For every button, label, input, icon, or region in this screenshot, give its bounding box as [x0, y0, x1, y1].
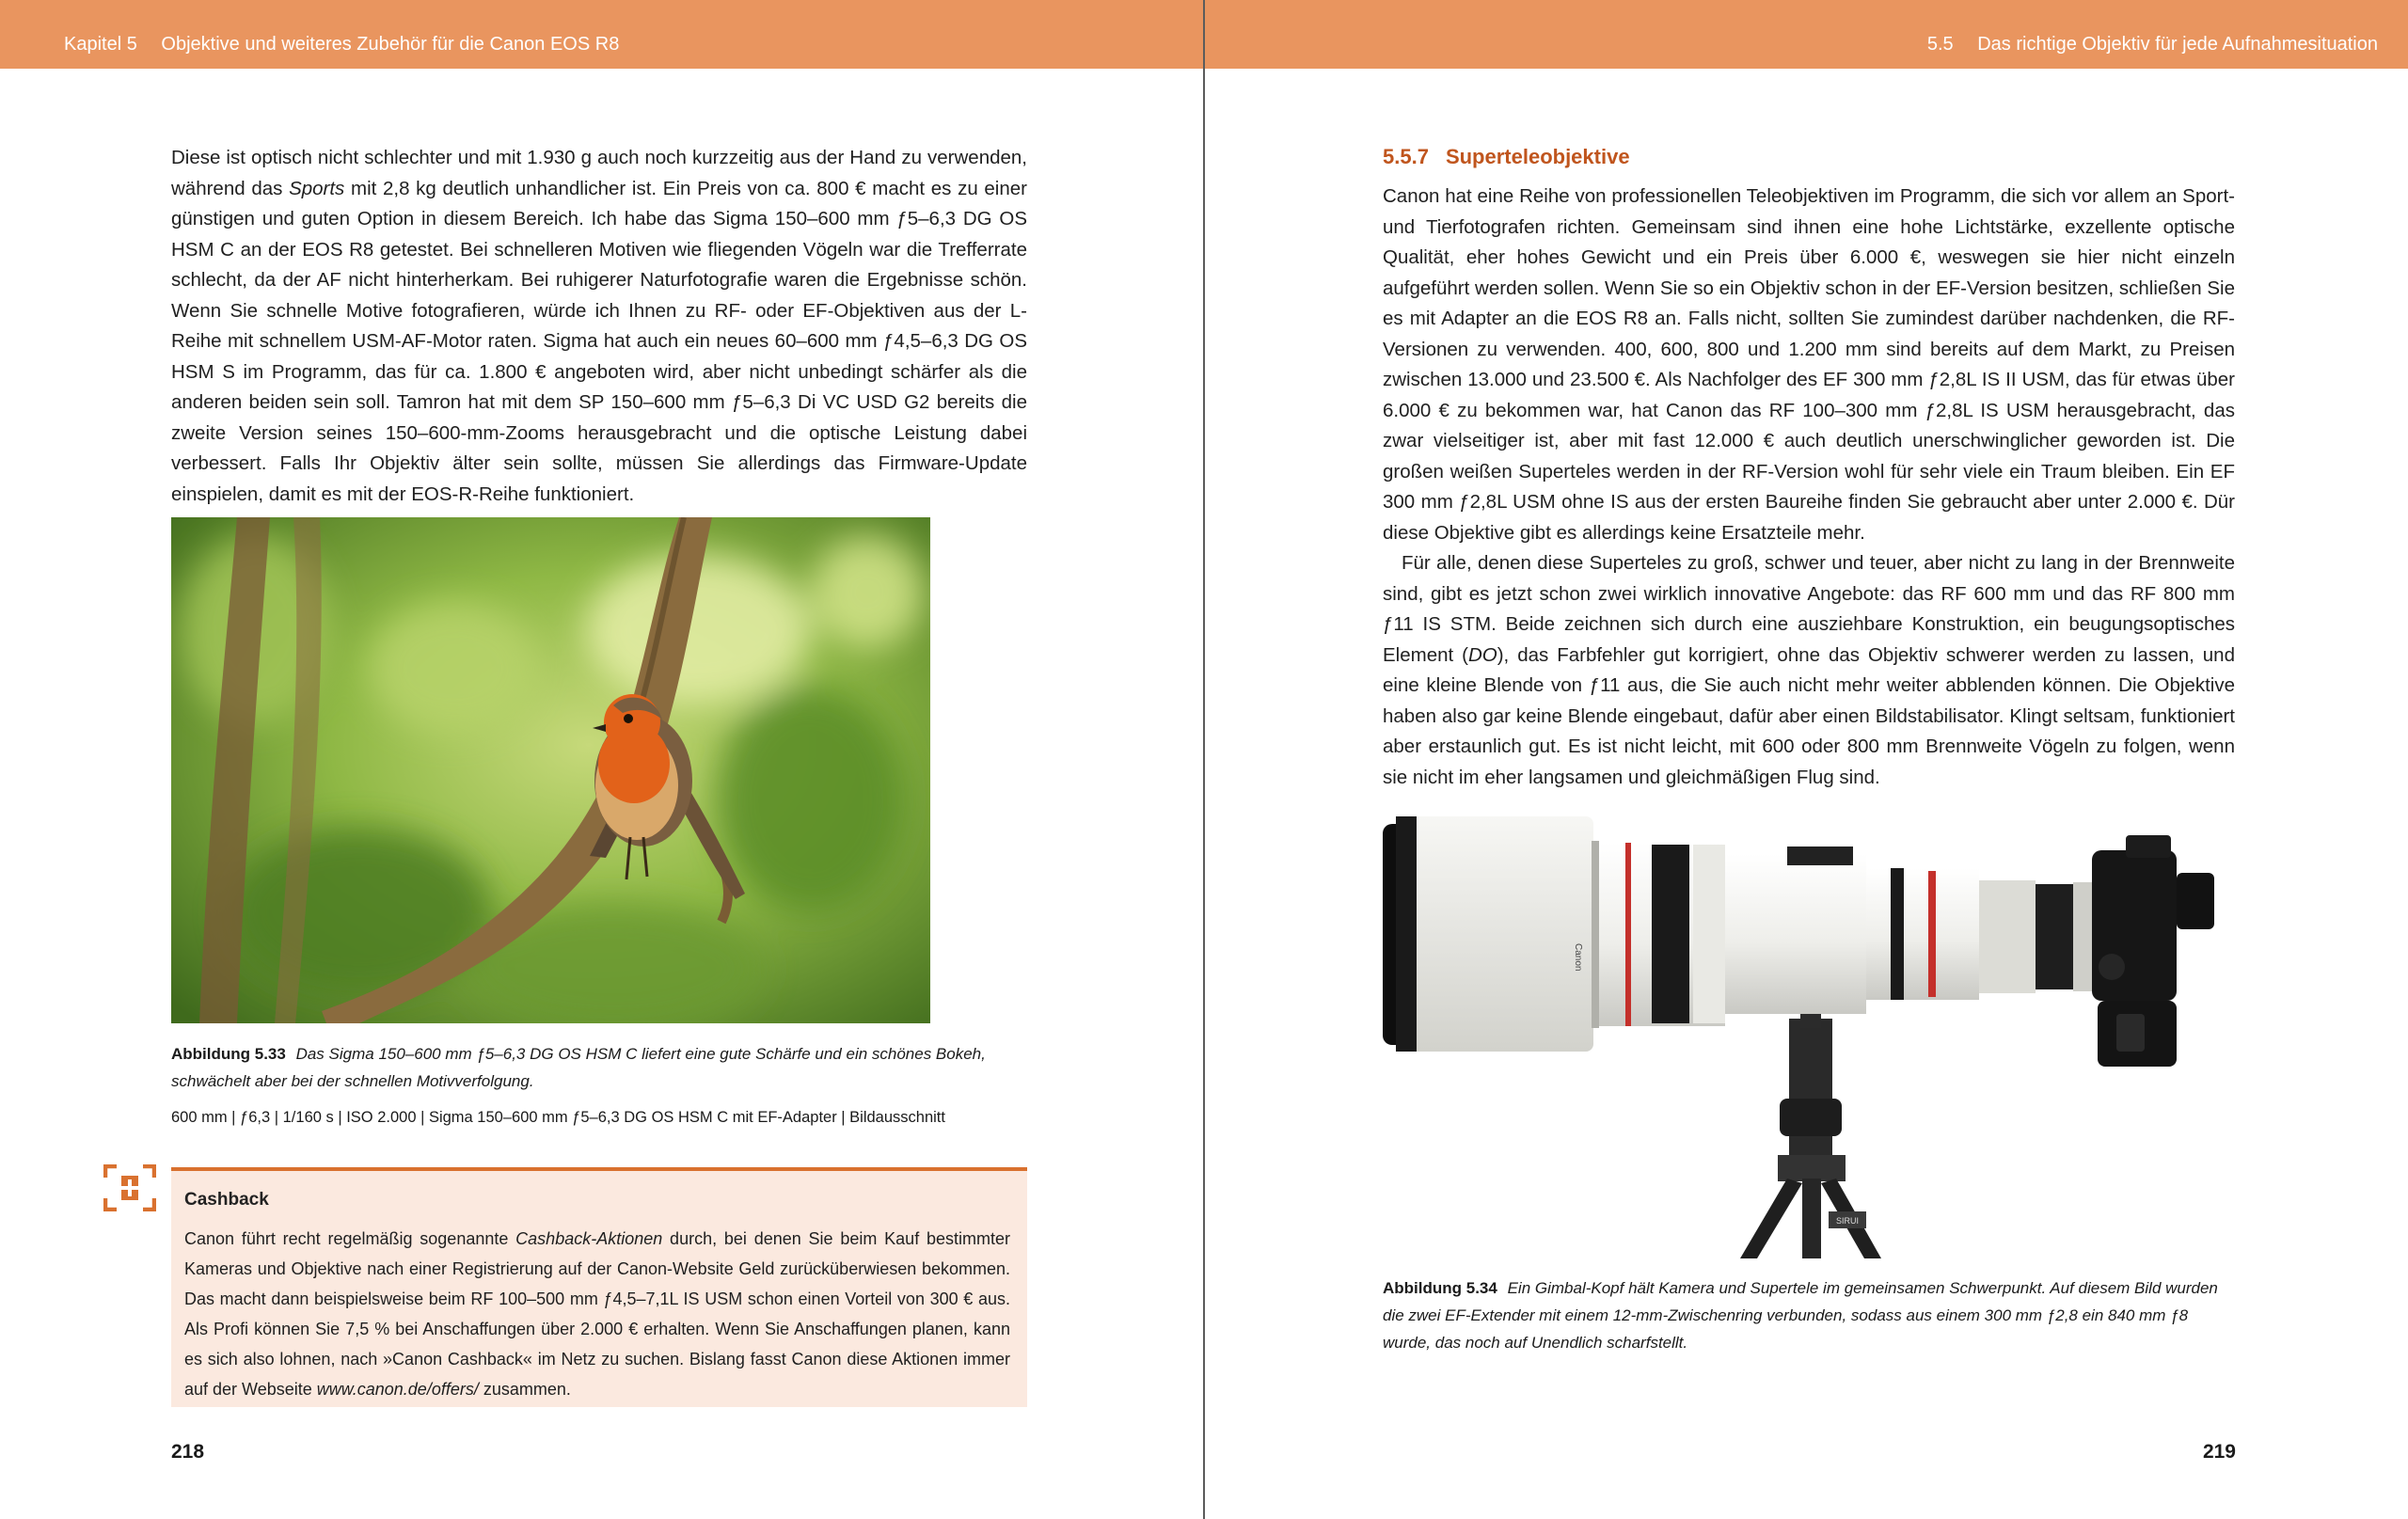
- chapter-number: Kapitel 5: [64, 34, 137, 55]
- robin-photo: [171, 517, 930, 1023]
- cashback-tip-box: [171, 1167, 1027, 1407]
- supertele-photo: [1383, 816, 2229, 1258]
- tip-plus-icon: [103, 1164, 156, 1211]
- tripod-brand: SIRUI: [1835, 1216, 1860, 1226]
- figure-label: Abbildung 5.33: [171, 1045, 286, 1063]
- figure-caption-right: [1383, 1274, 2229, 1356]
- running-header-left: [0, 0, 1203, 69]
- section-number: 5.5: [1926, 34, 1954, 55]
- lens-brand-text: Canon: [1573, 943, 1583, 972]
- section-title: Das richtige Objektiv für jede Aufnahmesituation: [1977, 34, 2378, 55]
- paragraph-2: Für alle, denen diese Superteles zu groß, schwer und teuer, aber nicht zu lang in der Brennweite sind, gibt es jetzt schon zwei wirklich innovative Angebote: das RF 600 mm und das RF 800 mm ƒ11 IS STM. Beide zeichnen sich durch eine ausziehbare Konstruktion, ein beugungsoptisches Element (DO), das Farbfehler gut korrigiert, ohne das Objektiv schwerer werden zu lassen, und eine kleine Blende von ƒ11 aus, die Sie auch nicht mehr weiter abblenden können. Die Objektive haben also gar keine Blende eingebaut, dafür aber einen Bildstabilisator. Klingt seltsam, funktioniert aber erstaunlich gut. Es ist nicht leicht, mit 600 oder 800 mm Brennweite Vögeln zu folgen, wenn sie nicht im eher langsamen und gleichmäßigen Flug sind.: [1383, 552, 2235, 788]
- exif-line: 600 mm | ƒ6,3 | 1/160 s | ISO 2.000 | Sigma 150–600 mm ƒ5–6,3 DG OS HSM C mit EF-Adapter | Bildausschnitt: [171, 1109, 945, 1126]
- tip-box-title: Cashback: [184, 1190, 269, 1210]
- page-number-right: 219: [2202, 1441, 2236, 1463]
- figure-caption-left: [171, 1040, 999, 1095]
- canon-offers-link-text: www.canon.de/offers/: [316, 1380, 479, 1399]
- tip-box-text: Canon führt recht regelmäßig sogenannte Cashback-Aktionen durch, bei denen Sie beim Kauf bestimmter Kameras und Objektive nach einer Registrierung auf der Canon-Website Geld zurücküberwiesen bekommen. Das macht dann beispielsweise beim RF 100–500 mm ƒ4,5–7,1L IS USM schon einen Vorteil von 300 € aus. Als Profi können Sie 7,5 % bei Anschaffungen über 2.000 € erhalten. Wenn Sie Anschaffungen planen, kann es sich also lohnen, nach »Canon Cashback« im Netz zu suchen. Bislang fasst Canon diese Aktionen immer auf der Webseite www.canon.de/offers/ zusammen.: [184, 1229, 1010, 1399]
- figure-caption-text-right: Ein Gimbal-Kopf hält Kamera und Supertele im gemeinsamen Schwerpunkt. Auf diesem Bild wurden die zwei EF-Extender mit einem 12-mm-Zwischenring verbunden, sodass aus einem 300 mm ƒ2,8 ein 840 mm ƒ8 wurde, das noch auf Unendlich scharfstellt.: [1383, 1279, 2218, 1352]
- paragraph-1: Canon hat eine Reihe von professionellen Teleobjektiven im Programm, die sich vor allem an Sport- und Tierfotografen richten. Gemeinsam sind ihnen eine hohe Lichtstärke, exzellente optische Qualität, eher hohes Gewicht und ein Preis über 6.000 €, weswegen sie hier nicht einzeln aufgeführt werden sollen. Wenn Sie so ein Objektiv schon in der EF-Version besitzen, schließen Sie es mit Adapter an die EOS R8 an. Falls nicht, sollten Sie zumindest darüber nachdenken, die RF-Versionen zu verwenden. 400, 600, 800 und 1.200 mm sind bereits auf dem Markt, zu Preisen zwischen 13.000 und 23.500 €. Als Nachfolger des EF 300 mm ƒ2,8L IS II USM, das für etwas über 6.000 € zu bekommen war, hat Canon das RF 100–300 mm ƒ2,8L IS USM herausgebracht, das zwar vielseitiger ist, aber mit fast 12.000 € auch deutlich unerschwinglicher geworden ist. Die großen weißen Superteles werden in der RF-Version wohl für sehr viele ein Traum bleiben. Ein EF 300 mm ƒ2,8L USM ohne IS aus der ersten Baureihe finden Sie gebraucht aber unter 2.000 €. Dür diese Objektive gibt es allerdings keine Ersatzteile mehr.: [1383, 185, 2235, 544]
- figure-caption-text: Das Sigma 150–600 mm ƒ5–6,3 DG OS HSM C liefert eine gute Schärfe und ein schönes Bokeh, schwächelt aber bei der schnellen Motivverfolgung.: [171, 1045, 986, 1090]
- page-number-left: 218: [171, 1441, 205, 1463]
- chapter-title: Objektive und weiteres Zubehör für die Canon EOS R8: [161, 34, 620, 55]
- subsection-heading: 5.5.7 Superteleobjektive: [1383, 145, 1630, 168]
- figure-label-right: Abbildung 5.34: [1383, 1279, 1497, 1297]
- body-paragraph: Diese ist optisch nicht schlechter und mit 1.930 g auch noch kurzzeitig aus der Hand zu verwenden, während das Sports mit 2,8 kg deutlich unhandlicher ist. Ein Preis von ca. 800 € macht es zu einer günstigen und guten Option in diesem Bereich. Ich habe das Sigma 150–600 mm ƒ5–6,3 DG OS HSM C an der EOS R8 getestet. Bei schnelleren Motiven wie fliegenden Vögeln war die Trefferrate schlecht, da der AF nicht hinterherkam. Bei ruhigerer Naturfotografie waren die Ergebnisse schön. Wenn Sie schnelle Motive fotografieren, würde ich Ihnen zu RF- oder EF-Objektiven aus der L-Reihe mit schnellem USM-AF-Motor raten. Sigma hat auch ein neues 60–600 mm ƒ4,5–6,3 DG OS HSM S im Programm, das für ca. 1.800 € angeboten wird, aber nicht unbedingt schärfer als die anderen beiden sein soll. Tamron hat mit dem SP 150–600 mm ƒ5–6,3 Di VC USD G2 bereits die zweite Version seines 150–600-mm-Zooms herausgebracht und die optische Leistung dabei verbessert. Falls Ihr Objektiv älter sein sollte, müssen Sie allerdings das Firmware-Update einspielen, damit es mit der EOS-R-Reihe funktioniert.: [171, 147, 1027, 505]
- running-header-right: [1205, 0, 2408, 69]
- right-page: [1205, 0, 2408, 1519]
- body-text-right: [1383, 182, 2235, 793]
- emphasis-sports: Sports: [289, 177, 345, 199]
